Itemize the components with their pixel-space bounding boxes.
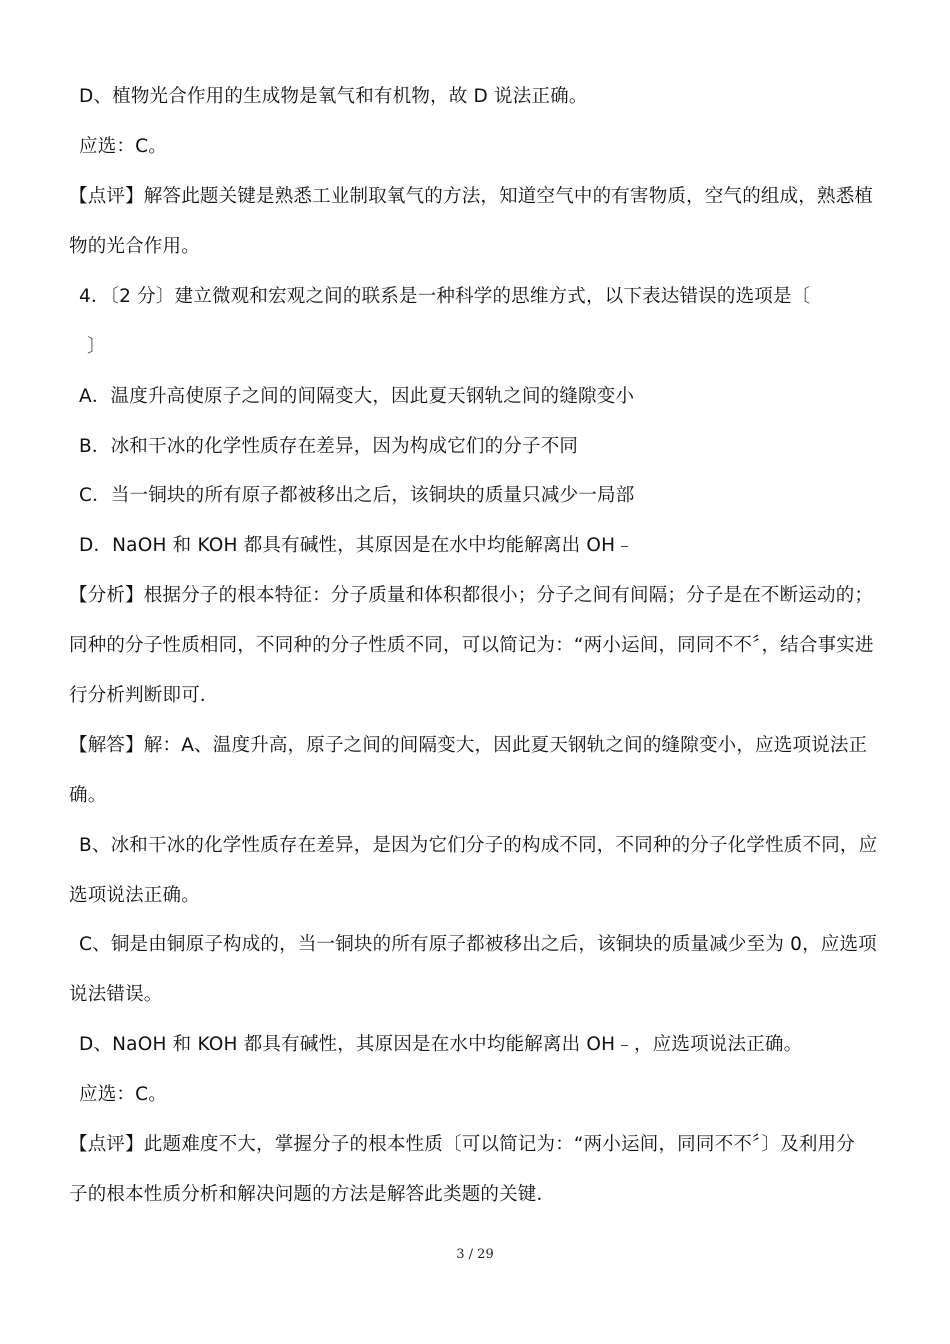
page-number: 3 / 29 (456, 1247, 494, 1262)
option-d-explanation: D、植物光合作用的生成物是氧气和有机物，故 D 说法正确。 (79, 86, 588, 107)
question-4-option-d: D．NaOH 和 KOH 都具有碱性，其原因是在水中均能解离出 OH﹣ (79, 535, 634, 556)
solution-d-line: D、NaOH 和 KOH 都具有碱性，其原因是在水中均能解离出 OH﹣，应选项说法正确。 (79, 1034, 803, 1055)
comment-line-2: 物的光合作用。 (69, 236, 200, 257)
comment-2-line-1: 【点评】此题难度不大，掌握分子的根本性质〔可以简记为：“两小运间，同同不不〞〕及利用分 (69, 1134, 855, 1155)
question-4-bracket: 〕 (87, 336, 106, 357)
question-4-option-c: C．当一铜块的所有原子都被移出之后，该铜块的质量只减少一局部 (79, 485, 635, 506)
solution-b-line-1: B、冰和干冰的化学性质存在差异，是因为它们分子的构成不同，不同种的分子化学性质不同，应 (79, 835, 878, 856)
answer-line-2: 应选：C。 (79, 1084, 167, 1105)
answer-line: 应选：C。 (79, 136, 167, 157)
solution-c-line-1: C、铜是由铜原子构成的，当一铜块的所有原子都被移出之后，该铜块的质量减少至为 0，应选项 (79, 934, 877, 955)
analysis-line-3: 行分析判断即可． (69, 685, 219, 706)
comment-line-1: 【点评】解答此题关键是熟悉工业制取氧气的方法，知道空气中的有害物质，空气的组成，熟悉植 (69, 186, 874, 207)
analysis-line-2: 同种的分子性质相同，不同种的分子性质不同，可以简记为：“两小运间，同同不不〞，结合事实进 (69, 635, 874, 656)
question-4-option-a: A．温度升高使原子之间的间隔变大，因此夏天钢轨之间的缝隙变小 (79, 386, 635, 407)
question-4-option-b: B．冰和干冰的化学性质存在差异，因为构成它们的分子不同 (79, 436, 579, 457)
solution-b-line-2: 选项说法正确。 (69, 885, 200, 906)
solution-a-line-1: 【解答】解：A、温度升高，原子之间的间隔变大，因此夏天钢轨之间的缝隙变小，应选项说法正 (69, 735, 868, 756)
solution-c-line-2: 说法错误。 (69, 984, 163, 1005)
solution-a-line-2: 确。 (69, 785, 107, 806)
comment-2-line-2: 子的根本性质分析和解决问题的方法是解答此类题的关键． (69, 1184, 556, 1205)
question-4-stem: 4．〔2 分〕建立微观和宏观之间的联系是一种科学的思维方式，以下表达错误的选项是〔 (79, 286, 811, 307)
analysis-line-1: 【分析】根据分子的根本特征：分子质量和体积都很小；分子之间有间隔；分子是在不断运动的； (69, 585, 874, 606)
